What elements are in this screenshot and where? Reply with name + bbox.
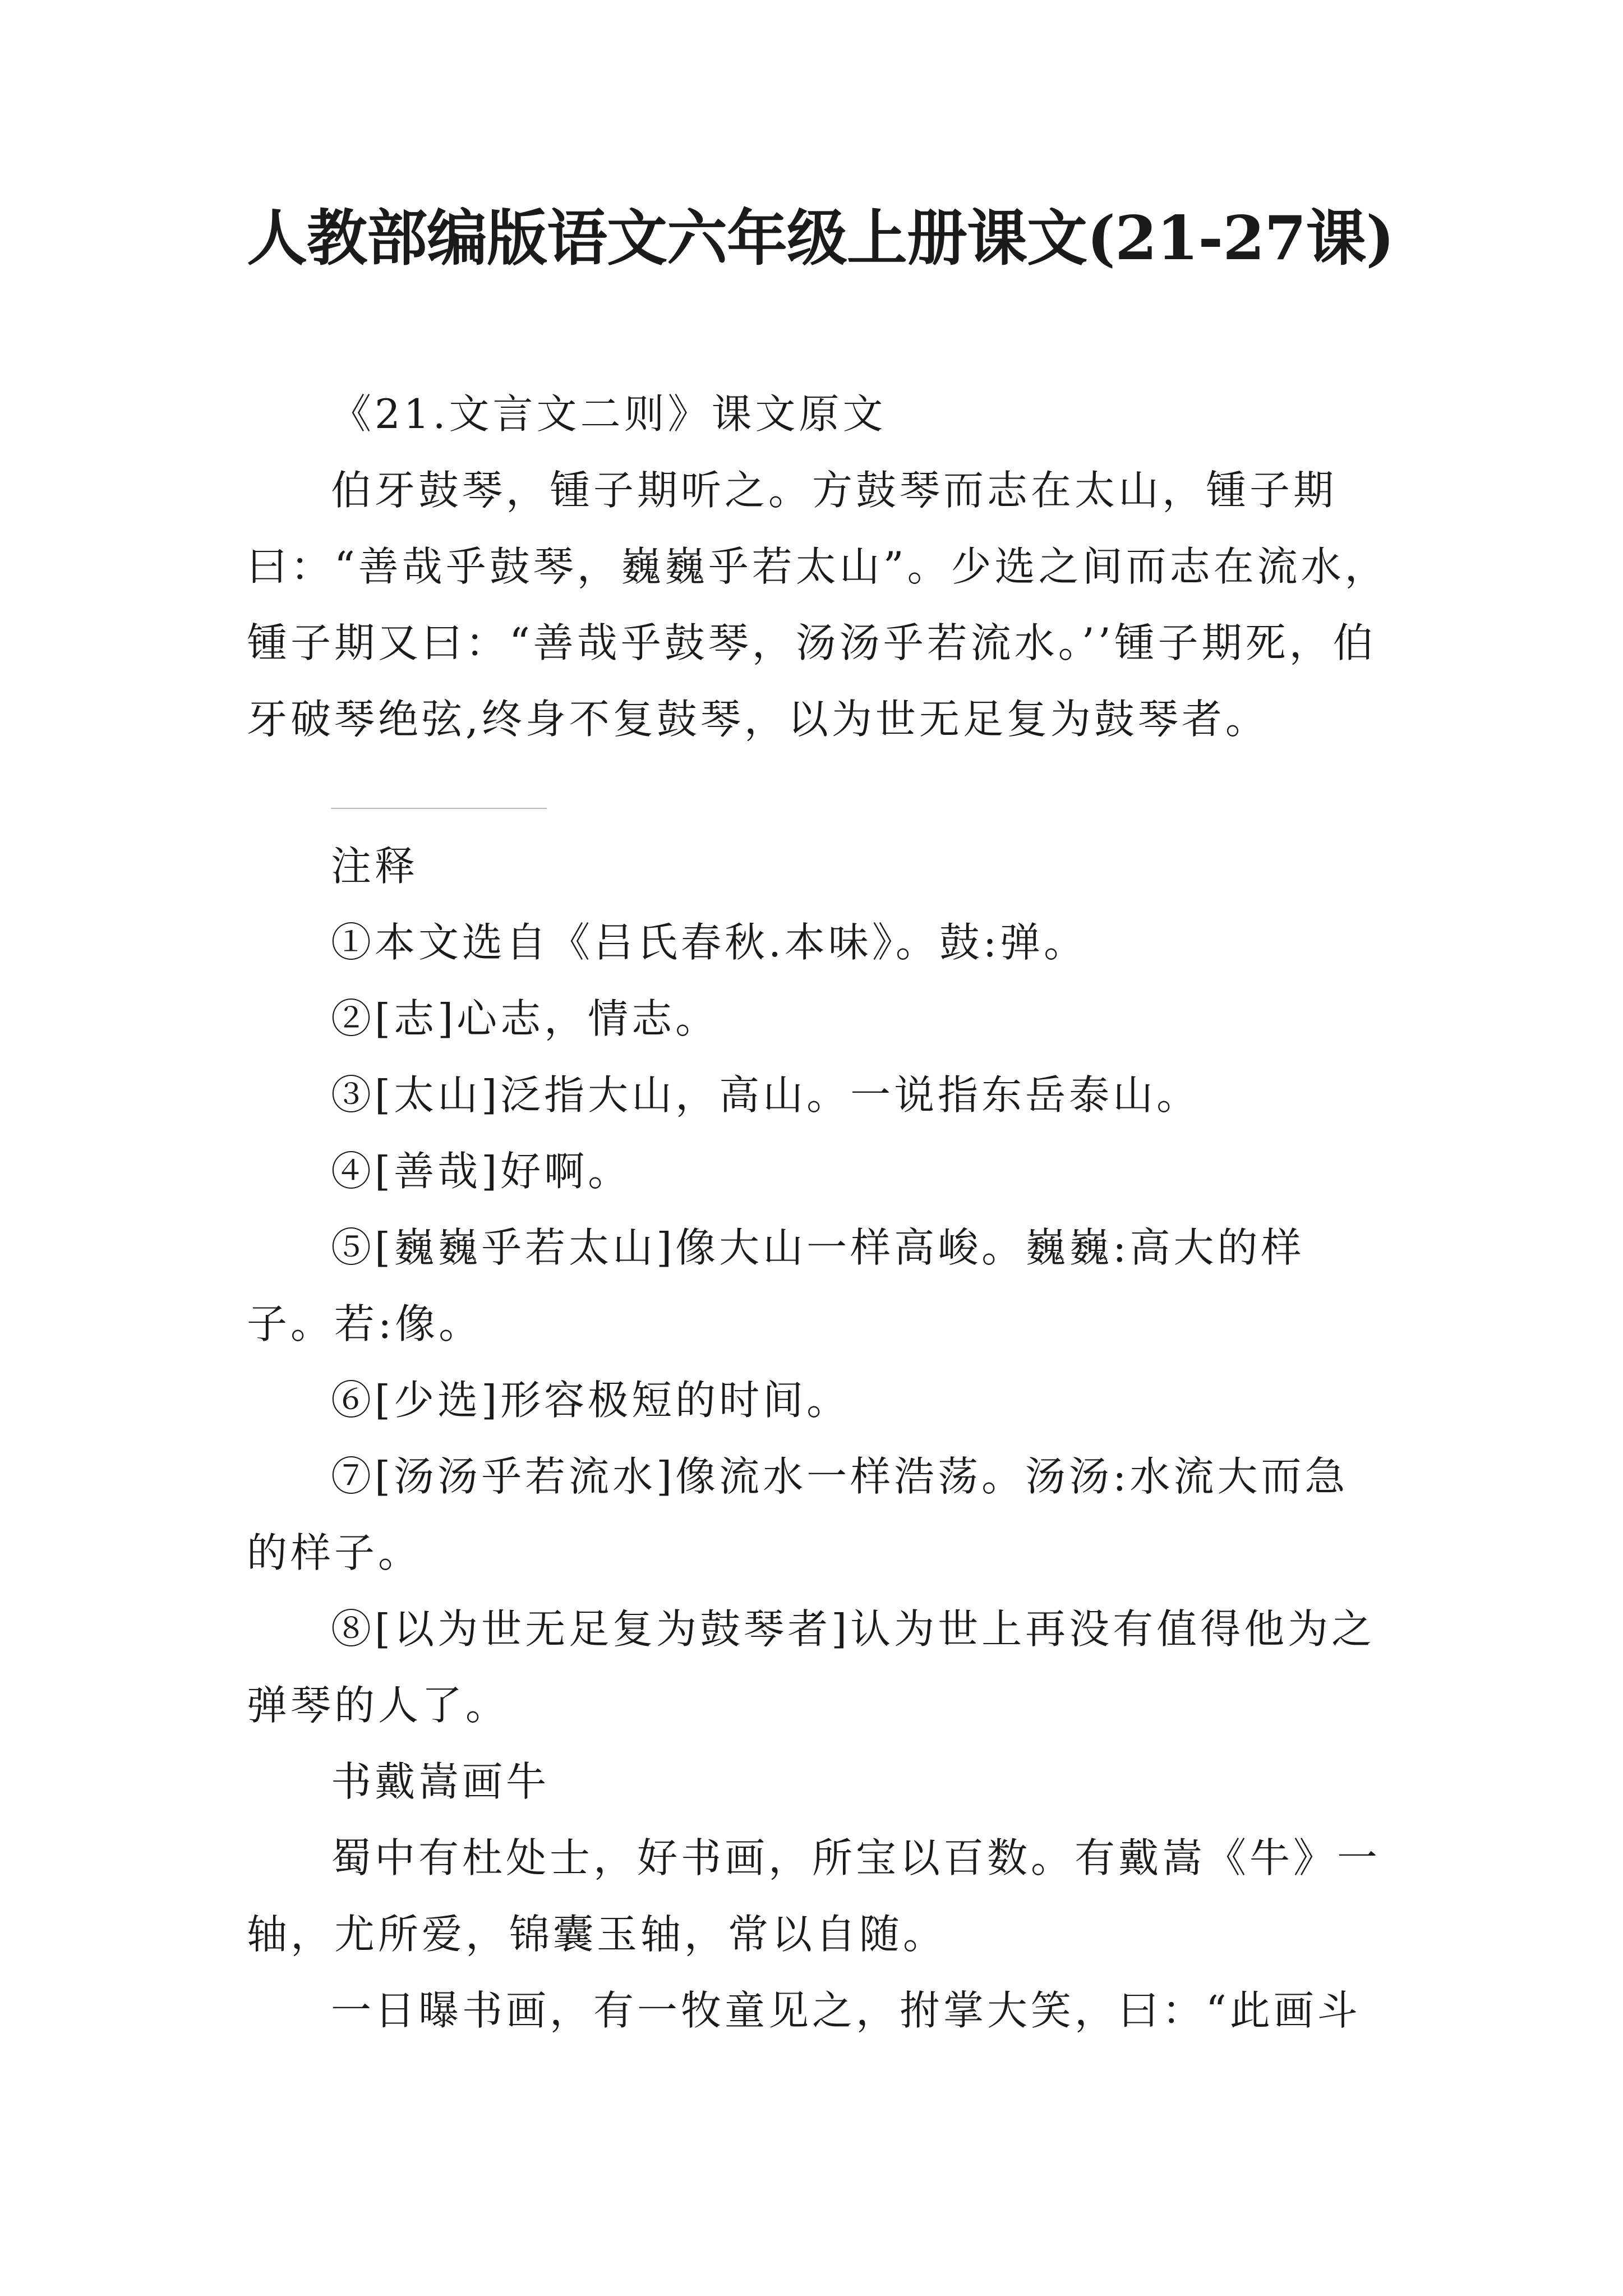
note-item: ⑤[巍巍乎若太山]像大山一样高峻。巍巍:高大的样子。若:像。 [247, 1224, 1305, 1347]
note-item: ⑧[以为世无足复为鼓琴者]认为世上再没有值得他为之弹琴的人了。 [247, 1605, 1376, 1729]
section-heading: 《21.文言文二则》课文原文 [331, 390, 887, 438]
document-title: 人教部编版语文六年级上册课文(21-27课) [247, 203, 1394, 274]
note-item: ②[志]心志，情志。 [331, 995, 720, 1042]
footnote-divider [331, 808, 547, 809]
story-title: 书戴嵩画牛 [331, 1758, 550, 1805]
note-item: ①本文选自《吕氏春秋.本味》。鼓:弹。 [331, 919, 1088, 966]
notes-section [247, 828, 1391, 1743]
notes-heading: 注释 [331, 843, 419, 890]
passage-paragraph: 伯牙鼓琴，锺子期听之。方鼓琴而志在太山，锺子期曰：“善哉乎鼓琴，巍巍乎若太山”。少选之间而志在流水，锺子期又曰：“善哉乎鼓琴，汤汤乎若流水。’’锺子期死，伯牙破琴绝弦,终身不复鼓琴，以为世无足复为鼓琴者。 [247, 467, 1389, 743]
story-paragraph: 蜀中有杜处士，好书画，所宝以百数。有戴嵩《牛》一轴，尤所爱，锦囊玉轴，常以自随。 [247, 1834, 1381, 1958]
document-body [247, 376, 1391, 2049]
note-item: ⑥[少选]形容极短的时间。 [331, 1377, 851, 1424]
note-item: ④[善哉]好啊。 [331, 1148, 632, 1195]
story-paragraph: 一日曝书画，有一牧童见之，拊掌大笑，曰：“此画斗 [331, 1987, 1361, 2034]
note-item: ③[太山]泛指大山，高山。一说指东岳泰山。 [331, 1071, 1201, 1119]
note-item: ⑦[汤汤乎若流水]像流水一样浩荡。汤汤:水流大而急的样子。 [247, 1453, 1349, 1576]
